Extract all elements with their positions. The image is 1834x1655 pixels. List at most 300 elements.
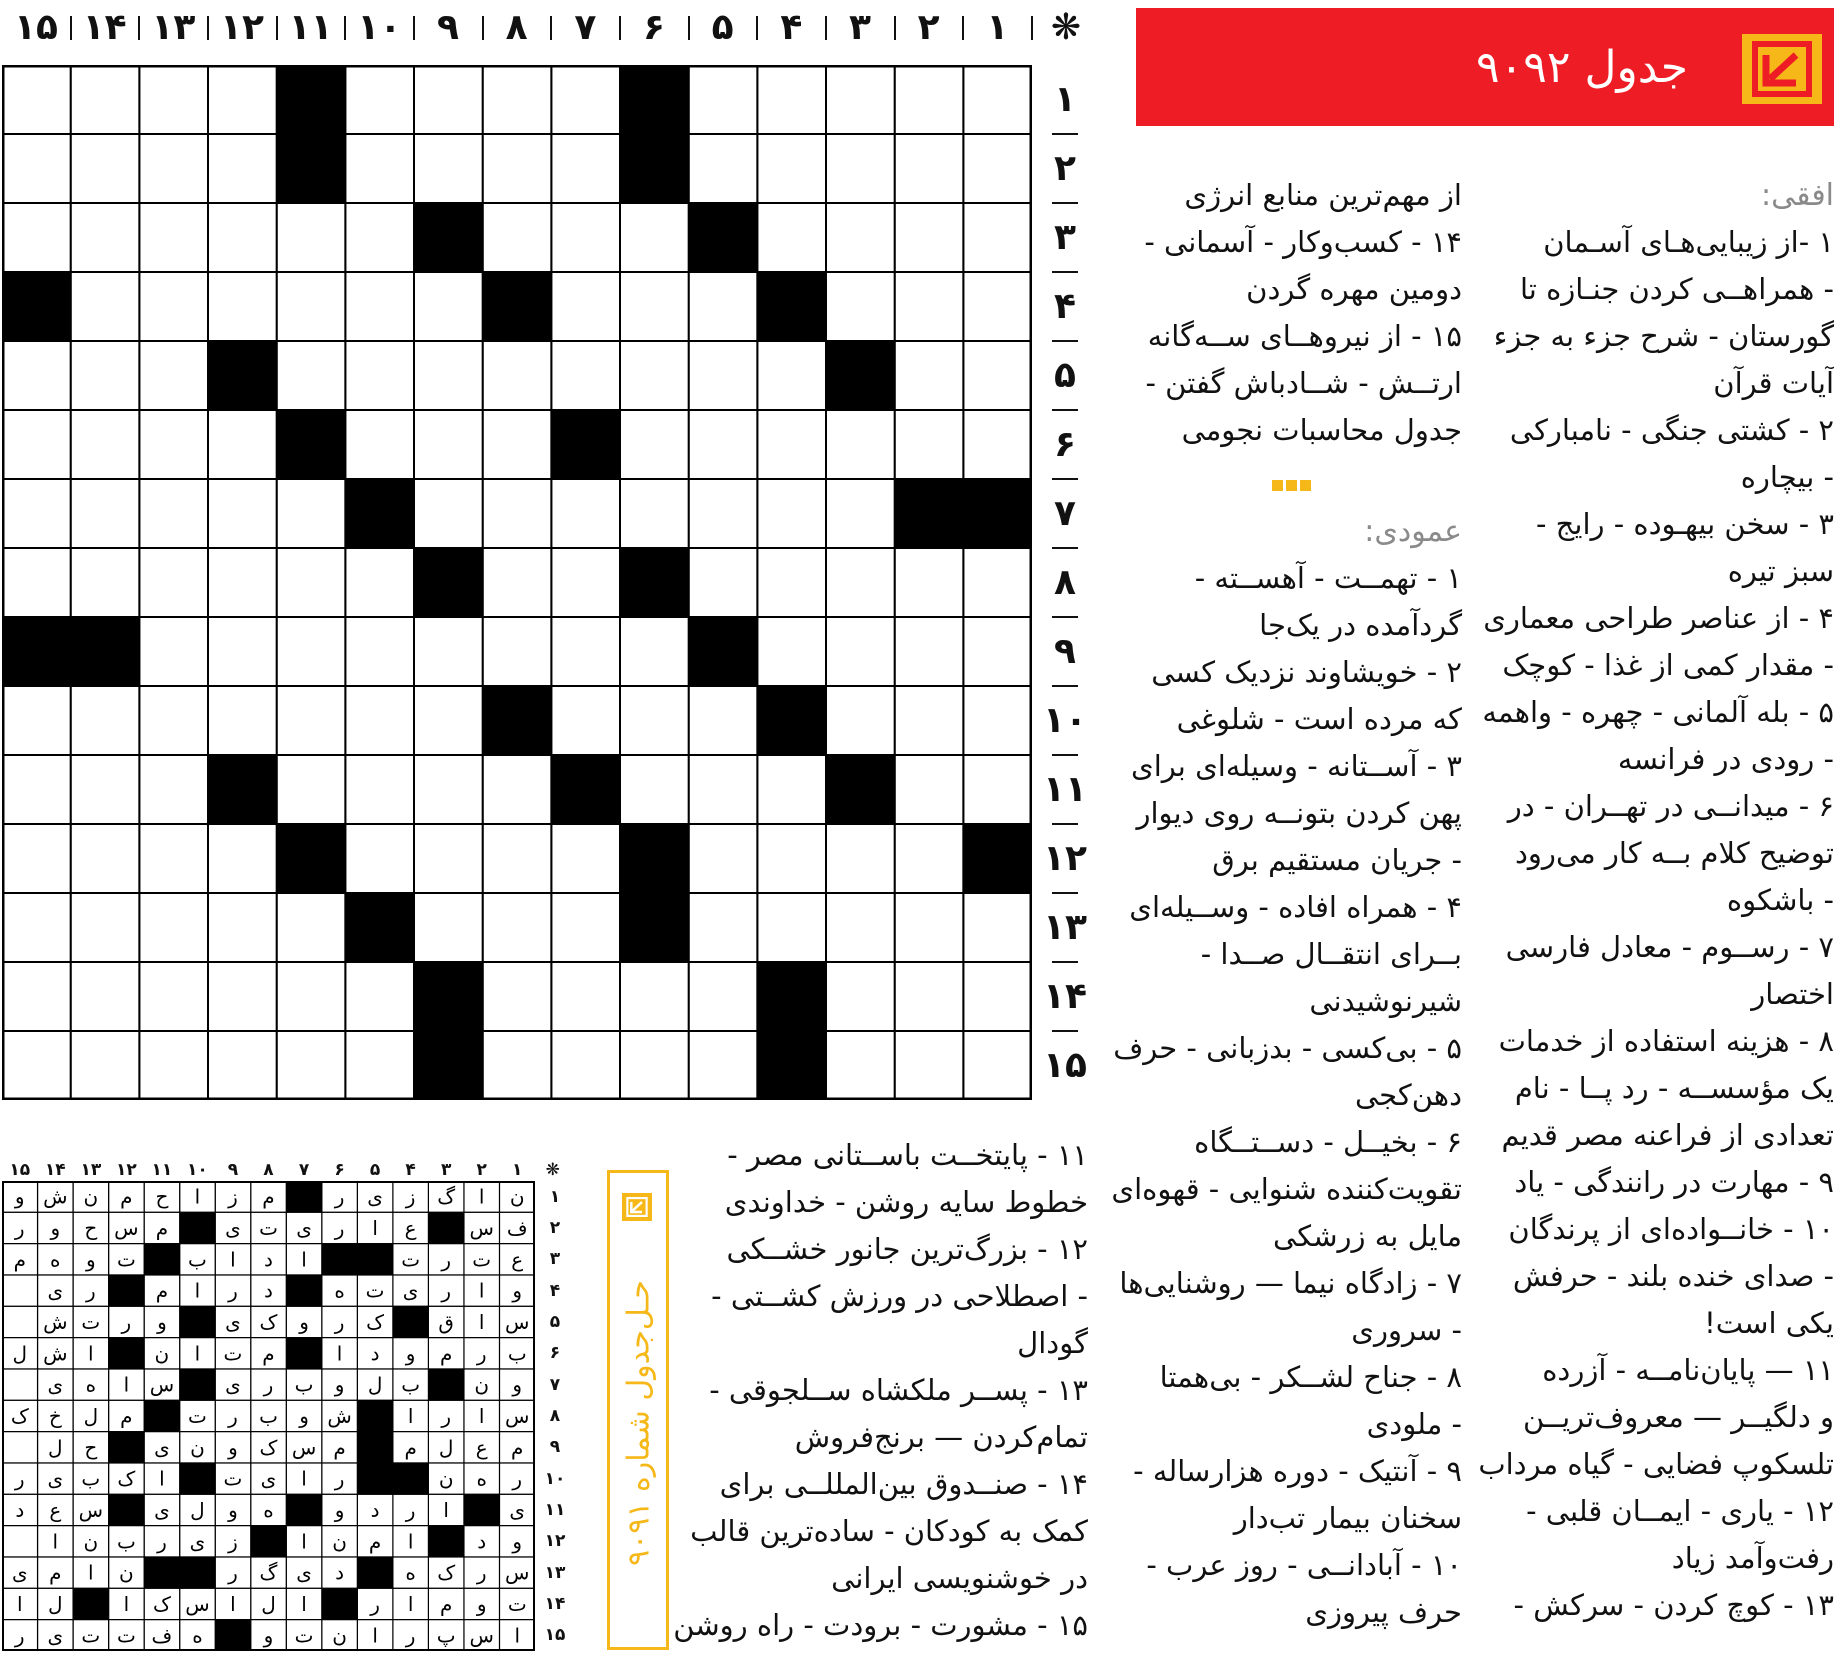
grid-cell[interactable]: [414, 686, 483, 755]
grid-cell[interactable]: [139, 479, 208, 548]
clue-line: - مقدار کمی از غذا - کوچک: [1502, 648, 1834, 682]
clue-line: ۶ - میدانــی در تهــران - در: [1507, 789, 1834, 823]
grid-cell[interactable]: [826, 1031, 895, 1100]
solution-letter: م: [511, 1435, 524, 1460]
solution-letter: و: [228, 1498, 238, 1522]
grid-cell[interactable]: [689, 479, 758, 548]
grid-cell[interactable]: [826, 410, 895, 479]
grid-cell[interactable]: [208, 893, 277, 962]
grid-cell[interactable]: [2, 962, 71, 1031]
grid-cell[interactable]: [551, 272, 620, 341]
solution-letter: ا: [194, 1278, 201, 1303]
solution-column-number: ۵: [369, 1160, 381, 1180]
grid-cell[interactable]: [345, 134, 414, 203]
grid-cell[interactable]: [71, 134, 140, 203]
grid-cell[interactable]: [139, 65, 208, 134]
solution-row-numbers: [540, 1181, 570, 1651]
grid-cell[interactable]: [208, 824, 277, 893]
grid-cell[interactable]: [689, 272, 758, 341]
grid-cell[interactable]: [71, 410, 140, 479]
grid-cell[interactable]: [757, 410, 826, 479]
grid-cell[interactable]: [551, 824, 620, 893]
column-number: ۱: [986, 6, 1009, 48]
grid-cell[interactable]: [2, 824, 71, 893]
grid-cell[interactable]: [277, 962, 346, 1031]
grid-cell[interactable]: [551, 65, 620, 134]
grid-cell[interactable]: [963, 755, 1032, 824]
grid-cell[interactable]: [689, 893, 758, 962]
grid-cell[interactable]: [689, 134, 758, 203]
grid-cell[interactable]: [551, 479, 620, 548]
grid-cell[interactable]: [483, 341, 552, 410]
column-separator: [825, 16, 827, 40]
grid-cell[interactable]: [345, 1031, 414, 1100]
grid-cell[interactable]: [551, 548, 620, 617]
grid-cell[interactable]: [139, 410, 208, 479]
grid-cell[interactable]: [757, 479, 826, 548]
solution-letter: ع: [49, 1498, 62, 1522]
solution-letter: ح: [155, 1184, 169, 1209]
grid-cell[interactable]: [208, 272, 277, 341]
solution-black-cell: [428, 1526, 464, 1557]
grid-cell[interactable]: [277, 893, 346, 962]
grid-cell[interactable]: [826, 65, 895, 134]
grid-cell[interactable]: [620, 272, 689, 341]
solution-letter: ب: [188, 1247, 207, 1272]
grid-cell[interactable]: [71, 893, 140, 962]
grid-cell[interactable]: [826, 824, 895, 893]
arrow-logo-small-icon: [622, 1193, 652, 1221]
column-separator: [70, 16, 72, 40]
grid-cell[interactable]: [551, 962, 620, 1031]
grid-cell[interactable]: [963, 548, 1032, 617]
solution-row-number: ۴: [549, 1280, 561, 1301]
grid-cell[interactable]: [551, 203, 620, 272]
grid-cell[interactable]: [414, 755, 483, 824]
solution-black-cell: [428, 1369, 464, 1400]
grid-cell[interactable]: [277, 341, 346, 410]
grid-cell[interactable]: [483, 824, 552, 893]
grid-cell[interactable]: [2, 410, 71, 479]
solution-cell: [2, 1432, 38, 1463]
solution-row-number: ۱۱: [544, 1499, 566, 1520]
solution-letter: ا: [230, 1592, 236, 1616]
grid-cell[interactable]: [895, 341, 964, 410]
solution-letter: و: [50, 1216, 61, 1240]
row-separator: [1052, 202, 1078, 204]
solution-letter: ی: [47, 1466, 64, 1491]
clue-line: و دلگیــر — معروف‌تریــن: [1523, 1400, 1834, 1434]
grid-cell[interactable]: [483, 134, 552, 203]
clue-line: ۳ - آســتانه - وسیله‌ای برای: [1131, 749, 1462, 783]
grid-cell[interactable]: [895, 410, 964, 479]
grid-cell[interactable]: [139, 755, 208, 824]
horizontal-clues-column-3: [673, 1132, 1088, 1649]
grid-cell[interactable]: [895, 272, 964, 341]
solution-letter: س: [505, 1560, 530, 1585]
solution-letter: ن: [83, 1529, 99, 1554]
grid-cell[interactable]: [620, 755, 689, 824]
clue-line: تمام‌کردن — برنج‌فروش: [794, 1420, 1088, 1454]
solution-letter: د: [264, 1247, 273, 1272]
grid-cell[interactable]: [414, 272, 483, 341]
column-number: ۵: [711, 6, 734, 48]
grid-cell[interactable]: [620, 686, 689, 755]
grid-cell[interactable]: [139, 686, 208, 755]
solution-letter: و: [405, 1341, 416, 1366]
grid-cell[interactable]: [2, 479, 71, 548]
solution-black-cell: [180, 1369, 216, 1400]
solution-letter: ش: [43, 1310, 68, 1334]
arrow-logo-icon: [1742, 34, 1822, 104]
grid-cell[interactable]: [826, 548, 895, 617]
grid-cell[interactable]: [963, 410, 1032, 479]
solution-label-frame: [607, 1170, 669, 1650]
grid-cell[interactable]: [551, 134, 620, 203]
grid-cell[interactable]: [963, 1031, 1032, 1100]
grid-cell[interactable]: [345, 824, 414, 893]
solution-letter: ا: [372, 1623, 378, 1648]
grid-cell[interactable]: [483, 548, 552, 617]
grid-cell[interactable]: [551, 686, 620, 755]
grid-cell[interactable]: [71, 824, 140, 893]
solution-letter: ا: [372, 1216, 378, 1240]
grid-cell[interactable]: [826, 962, 895, 1031]
grid-cell[interactable]: [826, 272, 895, 341]
grid-cell[interactable]: [483, 479, 552, 548]
grid-cell[interactable]: [2, 65, 71, 134]
grid-cell[interactable]: [345, 617, 414, 686]
grid-cell[interactable]: [620, 962, 689, 1031]
solution-column-number: ۱۱: [151, 1160, 173, 1180]
grid-cell[interactable]: [414, 617, 483, 686]
grid-cell[interactable]: [71, 548, 140, 617]
grid-cell[interactable]: [71, 755, 140, 824]
grid-cell[interactable]: [345, 410, 414, 479]
grid-cell[interactable]: [963, 686, 1032, 755]
grid-cell[interactable]: [826, 617, 895, 686]
solution-black-cell: [73, 1588, 109, 1619]
solution-letter: ک: [437, 1560, 456, 1585]
grid-cell[interactable]: [895, 824, 964, 893]
grid-cell[interactable]: [414, 65, 483, 134]
grid-cell[interactable]: [71, 1031, 140, 1100]
grid-cell[interactable]: [139, 824, 208, 893]
grid-cell[interactable]: [208, 1031, 277, 1100]
column-number: ۱۰: [357, 6, 402, 48]
solution-letter: و: [14, 1184, 25, 1209]
grid-cell[interactable]: [208, 962, 277, 1031]
clue-line: دهن‌کجی: [1355, 1078, 1462, 1112]
clue-line: گردآمده در یک‌جا: [1259, 608, 1462, 642]
solution-letter: ا: [194, 1184, 201, 1209]
grid-cell[interactable]: [757, 893, 826, 962]
solution-letter: ش: [327, 1404, 352, 1428]
grid-cell[interactable]: [689, 548, 758, 617]
row-number: ۸: [1054, 562, 1076, 603]
grid-cell[interactable]: [483, 617, 552, 686]
solution-column-number: ۱۵: [9, 1160, 31, 1180]
grid-cell[interactable]: [551, 1031, 620, 1100]
grid-cell[interactable]: [277, 203, 346, 272]
grid-cell[interactable]: [277, 686, 346, 755]
solution-letter: م: [13, 1247, 26, 1272]
solution-row-number: ۲: [549, 1217, 561, 1238]
solution-letter: و: [228, 1435, 238, 1460]
grid-cell[interactable]: [483, 962, 552, 1031]
solution-letter: م: [439, 1592, 453, 1616]
grid-cell[interactable]: [139, 134, 208, 203]
clue-line: - ملودی: [1366, 1407, 1462, 1441]
grid-cell[interactable]: [414, 410, 483, 479]
puzzle-column-numbers: [0, 2, 1090, 52]
grid-cell[interactable]: [277, 617, 346, 686]
grid-cell[interactable]: [414, 341, 483, 410]
grid-cell[interactable]: [895, 134, 964, 203]
grid-cell[interactable]: [826, 686, 895, 755]
grid-cell[interactable]: [620, 1031, 689, 1100]
grid-cell[interactable]: [963, 341, 1032, 410]
row-separator: [1052, 685, 1078, 687]
crossword-grid[interactable]: [2, 65, 1032, 1100]
grid-cell[interactable]: [277, 548, 346, 617]
grid-cell[interactable]: [757, 755, 826, 824]
solution-letter: ر: [334, 1216, 345, 1240]
grid-cell[interactable]: [71, 203, 140, 272]
black-cell: [208, 341, 277, 410]
grid-cell[interactable]: [139, 548, 208, 617]
grid-cell[interactable]: [895, 962, 964, 1031]
grid-cell[interactable]: [757, 203, 826, 272]
grid-cell[interactable]: [139, 962, 208, 1031]
grid-cell[interactable]: [71, 272, 140, 341]
grid-cell[interactable]: [757, 548, 826, 617]
grid-cell[interactable]: [277, 479, 346, 548]
solution-black-cell: [144, 1244, 180, 1275]
column-separator: [138, 16, 140, 40]
solution-letter: د: [264, 1278, 273, 1303]
puzzle-header: [1136, 8, 1834, 126]
grid-cell[interactable]: [620, 479, 689, 548]
solution-letter: س: [505, 1310, 530, 1334]
grid-cell[interactable]: [757, 341, 826, 410]
black-cell: [483, 272, 552, 341]
grid-cell[interactable]: [895, 617, 964, 686]
grid-cell[interactable]: [2, 134, 71, 203]
grid-cell[interactable]: [2, 548, 71, 617]
grid-cell[interactable]: [689, 65, 758, 134]
grid-cell[interactable]: [345, 548, 414, 617]
grid-cell[interactable]: [345, 755, 414, 824]
grid-cell[interactable]: [2, 686, 71, 755]
grid-cell[interactable]: [826, 134, 895, 203]
solution-letter: و: [334, 1372, 345, 1397]
grid-cell[interactable]: [2, 203, 71, 272]
grid-cell[interactable]: [551, 341, 620, 410]
grid-cell[interactable]: [895, 686, 964, 755]
black-cell: [483, 686, 552, 755]
column-number: ❋: [1050, 6, 1082, 48]
black-cell: [277, 65, 346, 134]
grid-cell[interactable]: [757, 65, 826, 134]
grid-cell[interactable]: [895, 893, 964, 962]
grid-cell[interactable]: [551, 617, 620, 686]
grid-cell[interactable]: [208, 65, 277, 134]
grid-cell[interactable]: [139, 203, 208, 272]
row-separator: [1052, 754, 1078, 756]
grid-cell[interactable]: [757, 617, 826, 686]
grid-cell[interactable]: [277, 272, 346, 341]
column-separator: [550, 16, 552, 40]
black-cell: [277, 410, 346, 479]
solution-letter: ن: [190, 1435, 205, 1460]
solution-black-cell: [215, 1620, 251, 1651]
clue-line: شیرنوشیدنی: [1309, 984, 1462, 1018]
grid-cell[interactable]: [963, 65, 1032, 134]
grid-cell[interactable]: [689, 755, 758, 824]
column-separator: [413, 16, 415, 40]
grid-cell[interactable]: [71, 479, 140, 548]
clue-line: گودال: [1017, 1326, 1088, 1360]
grid-cell[interactable]: [277, 755, 346, 824]
puzzle-title: جدول ۹۰۹۲: [1475, 41, 1688, 93]
grid-cell[interactable]: [620, 410, 689, 479]
grid-cell[interactable]: [483, 893, 552, 962]
grid-cell[interactable]: [895, 755, 964, 824]
grid-cell[interactable]: [139, 893, 208, 962]
grid-cell[interactable]: [414, 824, 483, 893]
grid-cell[interactable]: [826, 203, 895, 272]
grid-cell[interactable]: [483, 203, 552, 272]
grid-cell[interactable]: [208, 686, 277, 755]
clue-line: ۱۳ - کوچ کردن - سرکش -: [1513, 1588, 1834, 1622]
solution-letter: ن: [438, 1466, 454, 1491]
grid-cell[interactable]: [620, 203, 689, 272]
grid-cell[interactable]: [757, 134, 826, 203]
clue-line: سبز تیره: [1727, 554, 1834, 588]
solution-letter: س: [505, 1404, 530, 1428]
grid-cell[interactable]: [2, 755, 71, 824]
solution-black-cell: [180, 1463, 216, 1494]
row-separator: [1052, 478, 1078, 480]
grid-cell[interactable]: [689, 824, 758, 893]
grid-cell[interactable]: [483, 755, 552, 824]
grid-cell[interactable]: [208, 617, 277, 686]
grid-cell[interactable]: [689, 686, 758, 755]
grid-cell[interactable]: [757, 824, 826, 893]
solution-row-number: ۷: [549, 1374, 561, 1395]
grid-cell[interactable]: [895, 548, 964, 617]
grid-cell[interactable]: [620, 617, 689, 686]
grid-cell[interactable]: [895, 203, 964, 272]
grid-cell[interactable]: [208, 203, 277, 272]
solution-letter: م: [262, 1341, 275, 1366]
grid-cell[interactable]: [71, 341, 140, 410]
grid-cell[interactable]: [689, 962, 758, 1031]
grid-cell[interactable]: [483, 65, 552, 134]
solution-letter: ر: [121, 1310, 132, 1334]
grid-cell[interactable]: [963, 617, 1032, 686]
grid-cell[interactable]: [208, 134, 277, 203]
grid-cell[interactable]: [963, 134, 1032, 203]
black-cell: [414, 548, 483, 617]
grid-cell[interactable]: [551, 893, 620, 962]
grid-cell[interactable]: [208, 548, 277, 617]
grid-cell[interactable]: [71, 65, 140, 134]
grid-cell[interactable]: [895, 65, 964, 134]
black-cell: [895, 479, 964, 548]
grid-cell[interactable]: [139, 617, 208, 686]
grid-cell[interactable]: [689, 1031, 758, 1100]
clue-line: ۱۵ - از نیروهــای ســه‌گانه: [1147, 319, 1462, 353]
solution-letter: ک: [366, 1310, 385, 1334]
grid-cell[interactable]: [139, 272, 208, 341]
grid-cell[interactable]: [963, 272, 1032, 341]
grid-cell[interactable]: [345, 962, 414, 1031]
grid-cell[interactable]: [345, 203, 414, 272]
solution-letter: و: [157, 1310, 167, 1334]
grid-cell[interactable]: [963, 893, 1032, 962]
grid-cell[interactable]: [963, 203, 1032, 272]
column-separator: [1031, 16, 1033, 40]
solution-black-cell: [109, 1494, 145, 1525]
column-separator: [962, 16, 964, 40]
grid-cell[interactable]: [483, 1031, 552, 1100]
grid-cell[interactable]: [620, 341, 689, 410]
row-separator: [1052, 133, 1078, 135]
solution-black-cell: [393, 1306, 429, 1337]
grid-cell[interactable]: [139, 1031, 208, 1100]
grid-cell[interactable]: [689, 341, 758, 410]
grid-cell[interactable]: [277, 1031, 346, 1100]
grid-cell[interactable]: [345, 65, 414, 134]
column-number: ۱۳: [151, 6, 196, 48]
solution-title: حـل‌جدول شماره ۹۰۹۱: [621, 1280, 657, 1566]
solution-letter: ا: [407, 1529, 414, 1554]
grid-cell[interactable]: [2, 893, 71, 962]
grid-cell[interactable]: [2, 341, 71, 410]
grid-cell[interactable]: [71, 962, 140, 1031]
grid-cell[interactable]: [826, 479, 895, 548]
solution-row-number: ۶: [549, 1343, 561, 1364]
solution-letter: ت: [223, 1341, 243, 1366]
grid-cell[interactable]: [139, 341, 208, 410]
grid-cell[interactable]: [414, 479, 483, 548]
grid-cell[interactable]: [208, 479, 277, 548]
grid-cell[interactable]: [483, 410, 552, 479]
solution-letter: گ: [259, 1560, 278, 1585]
grid-cell[interactable]: [345, 272, 414, 341]
grid-cell[interactable]: [826, 893, 895, 962]
grid-cell[interactable]: [895, 1031, 964, 1100]
grid-cell[interactable]: [2, 1031, 71, 1100]
grid-cell[interactable]: [414, 134, 483, 203]
solution-row-number: ۱۴: [544, 1593, 566, 1614]
grid-cell[interactable]: [963, 962, 1032, 1031]
solution-row-number: ۳: [549, 1249, 561, 1270]
solution-letter: ع: [511, 1247, 524, 1272]
grid-cell[interactable]: [345, 341, 414, 410]
grid-cell[interactable]: [71, 686, 140, 755]
solution-black-cell: [286, 1275, 322, 1306]
grid-cell[interactable]: [208, 410, 277, 479]
grid-cell[interactable]: [345, 686, 414, 755]
grid-cell[interactable]: [689, 410, 758, 479]
solution-letter: ا: [407, 1404, 414, 1428]
solution-row-number: ۱۵: [544, 1625, 566, 1646]
solution-letter: ز: [228, 1184, 238, 1209]
grid-cell[interactable]: [414, 893, 483, 962]
